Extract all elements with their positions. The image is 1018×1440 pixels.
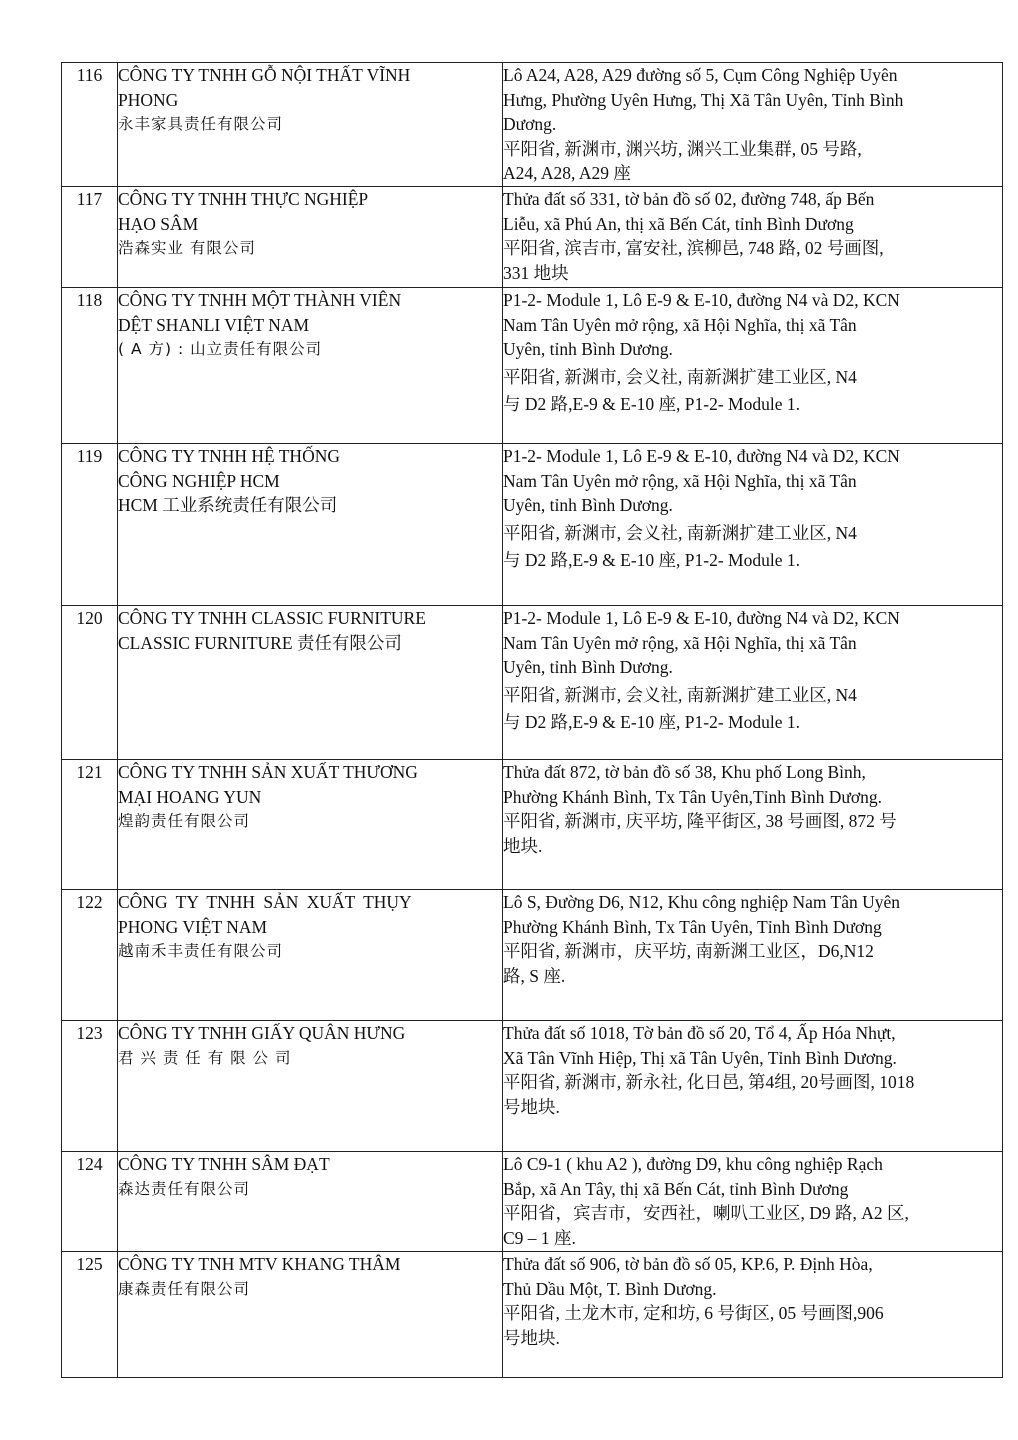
address-line: Thửa đất số 906, tờ bản đồ số 05, KP.6, P. Định Hòa, (503, 1254, 873, 1274)
address-line: Dương. (503, 114, 557, 134)
row-number: 124 (62, 1152, 118, 1252)
address-line: P1-2- Module 1, Lô E-9 & E-10, đường N4 và D2, KCN (503, 608, 900, 628)
name-line: CÔNG TY TNHH HỆ THỐNG (118, 446, 340, 466)
address-line-chinese: 与 D2 路,E-9 & E-10 座, P1-2- Module 1. (503, 712, 800, 732)
name-line-chinese: 煌韵责任有限公司 (118, 812, 251, 830)
address-line: Uyên, tỉnh Bình Dương. (503, 657, 673, 677)
company-address (503, 288, 1003, 444)
address-line: P1-2- Module 1, Lô E-9 & E-10, đường N4 và D2, KCN (503, 446, 900, 466)
address-line: Uyên, tỉnh Bình Dương. (503, 495, 673, 515)
address-line-chinese: 331 地块 (503, 262, 569, 283)
address-line-chinese: 平阳省，宾吉市，安西社，喇叭工业区, D9 路, A2 区, (503, 1203, 909, 1223)
address-line: Uyên, tỉnh Bình Dương. (503, 339, 673, 359)
address-line: Thửa đất số 1018, Tờ bản đồ số 20, Tổ 4, Ấp Hóa Nhựt, (503, 1023, 896, 1043)
name-line-chinese: 永丰家具责任有限公司 (118, 115, 284, 133)
name-line-chinese: CLASSIC FURNITURE 责任有限公司 (118, 632, 402, 653)
table-row (62, 1021, 1003, 1152)
name-line: CÔNG TY TNHH CLASSIC FURNITURE (118, 608, 426, 628)
company-address (503, 606, 1003, 760)
company-name (118, 288, 503, 444)
name-line-chinese: ( A 方) : 山立责任有限公司 (118, 340, 323, 358)
name-line: CÔNG TY TNHH MỘT THÀNH VIÊN (118, 290, 402, 310)
address-line: Thủ Dầu Một, T. Bình Dương. (503, 1278, 717, 1299)
row-number: 122 (62, 890, 118, 1021)
name-line: DỆT SHANLI VIỆT NAM (118, 314, 310, 335)
company-name (118, 444, 503, 606)
address-line-chinese: 平阳省, 新渊市, 会义社, 南新渊扩建工业区, N4 (503, 684, 857, 705)
company-name (118, 1152, 503, 1252)
company-address (503, 890, 1003, 1021)
address-line: Phường Khánh Bình, Tx Tân Uyên, Tỉnh Bình Dương (503, 916, 882, 937)
address-line-chinese: 平阳省, 新渊市, 庆平坊, 隆平街区, 38 号画图, 872 号 (503, 811, 897, 831)
address-line: Thửa đất số 331, tờ bản đồ số 02, đường 748, ấp Bến (503, 189, 875, 209)
address-line: P1-2- Module 1, Lô E-9 & E-10, đường N4 và D2, KCN (503, 290, 900, 310)
table-row (62, 187, 1003, 288)
address-line-chinese: A24, A28, A29 座 (503, 163, 631, 183)
name-line: PHONG VIỆT NAM (118, 916, 268, 937)
address-line-chinese: 号地块. (503, 1096, 560, 1117)
name-line-chinese: HCM 工业系统责任有限公司 (118, 495, 338, 515)
table-row (62, 1152, 1003, 1252)
address-line-chinese: 平阳省, 新渊市, 新永社, 化日邑, 第4组, 20号画图, 1018 (503, 1072, 915, 1092)
name-line: CÔNG TY TNHH GỖ NỘI THẤT VĨNH (118, 65, 411, 85)
company-address (503, 187, 1003, 288)
row-number: 123 (62, 1021, 118, 1152)
name-line-chinese: 浩森实业 有限公司 (118, 239, 256, 257)
company-name (118, 606, 503, 760)
address-line: Thửa đất 872, tờ bản đồ số 38, Khu phố Long Bình, (503, 762, 866, 782)
address-line: Liễu, xã Phú An, thị xã Bến Cát, tỉnh Bình Dương (503, 213, 854, 234)
row-number: 118 (62, 288, 118, 444)
company-name (118, 760, 503, 890)
name-line: CÔNG TY TNHH SẢN XUẤT THƯƠNG (118, 762, 418, 782)
name-line: CÔNG TY TNHH SẢN XUẤT THỤY (118, 892, 412, 912)
company-address (503, 1021, 1003, 1152)
table-row (62, 63, 1003, 187)
name-line: MẠI HOANG YUN (118, 786, 262, 807)
address-line-chinese: C9 – 1 座. (503, 1227, 576, 1248)
company-name (118, 187, 503, 288)
row-number: 120 (62, 606, 118, 760)
name-line: CÔNG TY TNHH THỰC NGHIỆP (118, 189, 369, 209)
company-name (118, 1021, 503, 1152)
table-row (62, 288, 1003, 444)
row-number: 119 (62, 444, 118, 606)
address-line: Xã Tân Vĩnh Hiệp, Thị xã Tân Uyên, Tỉnh Bình Dương. (503, 1047, 897, 1068)
table-row (62, 890, 1003, 1021)
address-line-chinese: 号地块. (503, 1327, 560, 1348)
address-line-chinese: 与 D2 路,E-9 & E-10 座, P1-2- Module 1. (503, 550, 800, 570)
row-number: 116 (62, 63, 118, 187)
company-name (118, 1252, 503, 1378)
company-name (118, 63, 503, 187)
name-line: PHONG (118, 89, 179, 110)
table-row (62, 760, 1003, 890)
name-line: CÔNG TY TNHH SÂM ĐẠT (118, 1154, 330, 1174)
name-line-chinese: 森达责任有限公司 (118, 1179, 251, 1198)
address-line: Phường Khánh Bình, Tx Tân Uyên,Tỉnh Bình Dương. (503, 786, 883, 807)
address-line: Nam Tân Uyên mở rộng, xã Hội Nghĩa, thị xã Tân (503, 470, 857, 491)
company-name (118, 890, 503, 1021)
address-line: Lô S, Đường D6, N12, Khu công nghiệp Nam Tân Uyên (503, 892, 901, 912)
row-number: 121 (62, 760, 118, 890)
address-line: Lô C9-1 ( khu A2 ), đường D9, khu công nghiệp Rạch (503, 1154, 883, 1174)
address-line: Bắp, xã An Tây, thị xã Bến Cát, tỉnh Bình Dương (503, 1178, 849, 1199)
address-line: Lô A24, A28, A29 đường số 5, Cụm Công Nghiệp Uyên (503, 65, 898, 85)
name-line-chinese: 君 兴 责 任 有 限 公 司 (118, 1048, 292, 1067)
name-line: HẠO SÂM (118, 213, 199, 234)
row-number: 117 (62, 187, 118, 288)
company-address (503, 444, 1003, 606)
address-line: Nam Tân Uyên mở rộng, xã Hội Nghĩa, thị xã Tân (503, 314, 857, 335)
company-address (503, 1152, 1003, 1252)
address-line-chinese: 平阳省, 土龙木市, 定和坊, 6 号街区, 05 号画图,906 (503, 1303, 884, 1323)
address-line-chinese: 与 D2 路,E-9 & E-10 座, P1-2- Module 1. (503, 394, 800, 414)
company-table (61, 62, 1003, 1378)
name-line-chinese: 越南禾丰责任有限公司 (118, 942, 284, 960)
company-address (503, 1252, 1003, 1378)
address-line: Nam Tân Uyên mở rộng, xã Hội Nghĩa, thị xã Tân (503, 632, 857, 653)
company-address (503, 760, 1003, 890)
row-number: 125 (62, 1252, 118, 1378)
table-row (62, 444, 1003, 606)
address-line-chinese: 平阳省, 新渊市，庆平坊, 南新渊工业区，D6,N12 (503, 941, 874, 961)
address-line-chinese: 平阳省, 新渊市, 渊兴坊, 渊兴工业集群, 05 号路, (503, 138, 862, 159)
table-row (62, 606, 1003, 760)
address-line-chinese: 平阳省, 新渊市, 会义社, 南新渊扩建工业区, N4 (503, 366, 857, 387)
address-line-chinese: 平阳省, 新渊市, 会义社, 南新渊扩建工业区, N4 (503, 522, 857, 543)
company-address (503, 63, 1003, 187)
table-row (62, 1252, 1003, 1378)
address-line-chinese: 地块. (503, 835, 543, 856)
address-line-chinese: 路, S 座. (503, 965, 566, 986)
name-line: CÔNG TY TNH MTV KHANG THÂM (118, 1254, 401, 1274)
name-line: CÔNG TY TNHH GIẤY QUÂN HƯNG (118, 1023, 406, 1043)
name-line: CÔNG NGHIỆP HCM (118, 470, 280, 491)
address-line-chinese: 平阳省, 滨吉市, 富安社, 滨柳邑, 748 路, 02 号画图, (503, 238, 884, 258)
name-line-chinese: 康森责任有限公司 (118, 1279, 251, 1298)
address-line: Hưng, Phường Uyên Hưng, Thị Xã Tân Uyên, Tỉnh Bình (503, 89, 904, 110)
